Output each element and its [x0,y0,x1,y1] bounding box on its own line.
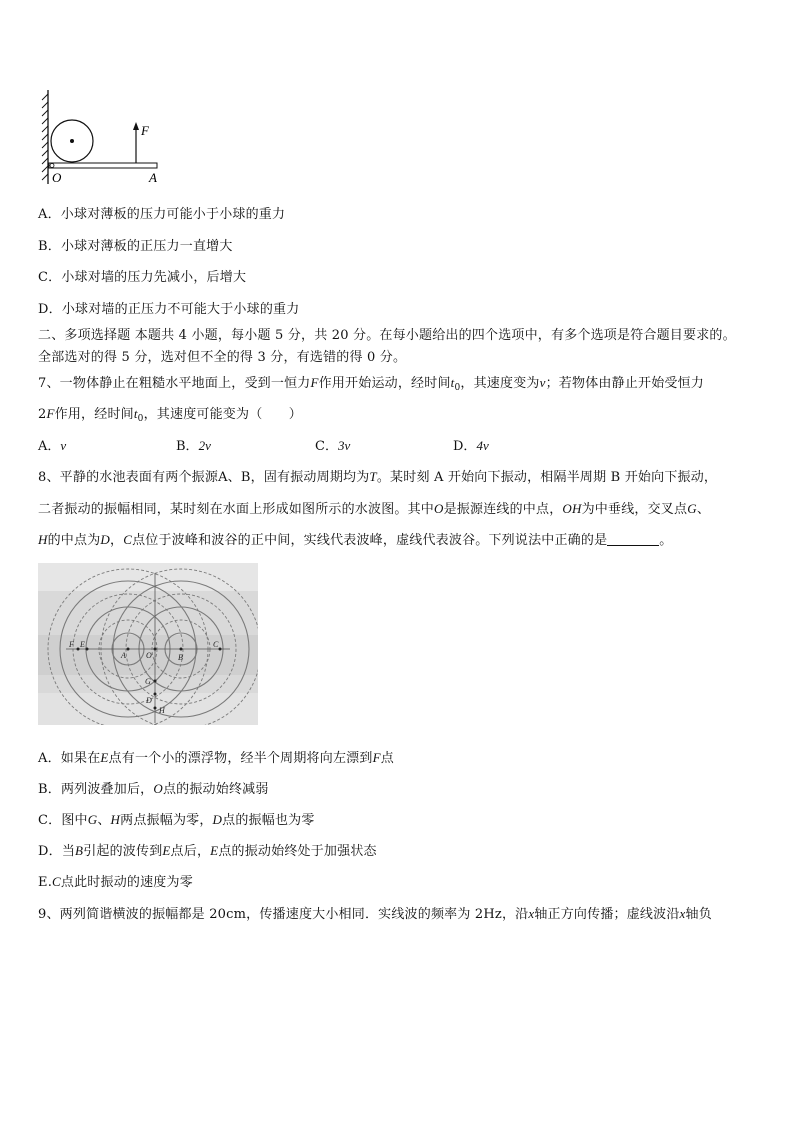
q7-stem-line1: 7、一物体静止在粗糙水平地面上，受到一恒力F作用开始运动，经时间$t_0$，其速度变为v；若物体由静止开始受恒力 [38,375,704,393]
section2-heading-line1: 二、多项选择题 本题共 4 小题，每小题 5 分，共 20 分。在每小题给出的四个选项中，有多个选项是符合题目要求的。 [38,328,736,343]
q9-stem-line1: 9、两列简谐横波的振幅都是 20cm，传播速度大小相同．实线波的频率为 2Hz，沿x轴正方向传播；虚线波沿x轴负 [38,906,712,922]
point-O-label: O [52,170,62,185]
q6-option-d: D．小球对墙的正压力不可能大于小球的重力 [38,302,300,317]
force-label: F [141,123,149,138]
plank [49,163,157,168]
q7-option-c: C．3v [315,438,351,454]
q7-stem-line2: 2F作用，经时间$t_0$，其速度可能变为（ ） [38,406,302,424]
ball-plank-figure [40,88,170,188]
wave-label-B: B [178,653,183,662]
q8-stem-line2: 二者振动的振幅相同，某时刻在水面上形成如图所示的水波图。其中O是振源连线的中点，OH为中垂线，交叉点G、 [38,501,711,517]
answer-blank [607,533,659,546]
q8-option-c: C．图中G、H两点振幅为零，D点的振幅也为零 [38,812,315,828]
q6-option-c: C．小球对墙的压力先减小，后增大 [38,270,247,285]
wave-label-E: E [80,640,85,649]
wave-label-H: H [159,706,165,715]
q8-stem-line1: 8、平静的水池表面有两个振源A、B，固有振动周期均为T。某时刻 A 开始向下振动，相隔半周期 B 开始向下振动， [38,469,718,485]
q8-stem-line3: H的中点为D，C点位于波峰和波谷的正中间，实线代表波峰，虚线代表波谷。下列说法中正确的是 。 [38,532,673,548]
wave-label-F: F [69,640,74,649]
q7-option-b: B．2v [176,438,211,454]
q7-option-a: A．v [38,438,67,454]
wave-label-C: C [213,640,219,649]
point-A-label: A [149,170,157,185]
q6-option-a: A．小球对薄板的压力可能小于小球的重力 [38,207,286,222]
wave-label-O: O [146,651,152,660]
q8-option-b: B．两列波叠加后，O点的振动始终减弱 [38,781,269,797]
q7-option-d: D．4v [453,438,489,454]
wave-label-A: A [121,651,126,660]
wave-interference-figure [38,563,258,725]
q8-option-d: D．当B引起的波传到E点后，E点的振动始终处于加强状态 [38,843,377,859]
section2-heading-line2: 全部选对的得 5 分，选对但不全的得 3 分，有选错的得 0 分。 [38,350,407,365]
q6-option-b: B．小球对薄板的正压力一直增大 [38,239,233,254]
wave-label-G: G [145,677,151,686]
q8-option-a: A．如果在E点有一个小的漂浮物，经半个周期将向左漂到F点 [38,750,394,766]
wave-label-D: D [146,696,152,705]
q8-option-e: E.C点此时振动的速度为零 [38,874,193,890]
